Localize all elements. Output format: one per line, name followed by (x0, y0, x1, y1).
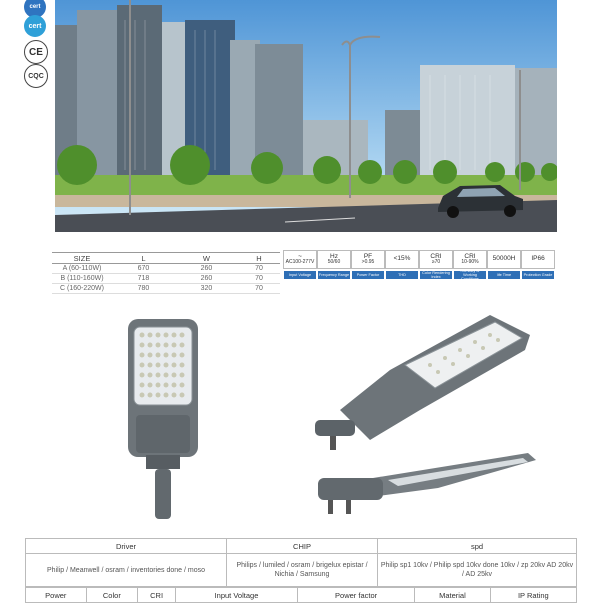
height-cell: 70 (238, 264, 280, 274)
spec-icons-row (284, 250, 554, 279)
power-header: Power (26, 588, 87, 603)
spd-header: spd (378, 539, 577, 554)
frequency-label: Frequency Range (318, 273, 350, 277)
width-cell: 260 (175, 264, 238, 274)
lifetime-card (488, 250, 520, 279)
chip-value: Philips / lumiled / osram / brigelux epistar / Nichia / Samsung (227, 554, 378, 587)
ip-grade-icon: IP66 (521, 250, 555, 269)
luminaire-angled-view (310, 310, 535, 460)
cri-header: CRI (138, 588, 176, 603)
size-cell: A (60-110W) (52, 264, 112, 274)
width-cell: 260 (175, 274, 238, 284)
cqc-mark-icon: CQC (24, 64, 48, 88)
power-factor-icon: PF >0.95 (351, 250, 385, 269)
ip-rating-header: IP Rating (490, 588, 576, 603)
material-header: Material (415, 588, 490, 603)
thd-label: THD (386, 271, 418, 279)
ce-mark-icon: CE (24, 40, 48, 64)
input-voltage-icon: ~ AC100-277V (283, 250, 317, 269)
size-cell: B (110-160W) (52, 274, 112, 284)
size-table-header (52, 253, 280, 264)
power-factor-card (352, 250, 384, 279)
ip-grade-card (522, 250, 554, 279)
frequency-icon: Hz 50/60 (317, 250, 351, 269)
height-cell: 70 (238, 274, 280, 284)
cri-label: Color Rendering Index (420, 271, 452, 279)
length-header: L (112, 253, 175, 264)
length-cell: 780 (112, 284, 175, 294)
parameters-header-row (25, 587, 577, 603)
luminaire-side-view (318, 448, 538, 520)
size-table (52, 252, 280, 294)
cert-gear-badge-icon: cert (24, 15, 46, 37)
lifetime-label: life Time (488, 271, 520, 279)
cri-icon: CRI ≥70 (419, 250, 453, 269)
height-cell: 70 (238, 284, 280, 294)
table-row (52, 274, 280, 284)
thd-icon: <15% (385, 250, 419, 269)
power-factor-label: Power Factor (352, 271, 384, 279)
ip-grade-label: Protection Grade (523, 273, 553, 277)
cert-badge-icon: cert (24, 0, 46, 18)
driver-header: Driver (26, 539, 227, 554)
components-table (25, 538, 577, 587)
height-header: H (238, 253, 280, 264)
width-header: W (175, 253, 238, 264)
chip-header: CHIP (227, 539, 378, 554)
input-voltage-label: Input Voltage (284, 271, 316, 279)
length-cell: 670 (112, 264, 175, 274)
lifetime-icon: 50000H (487, 250, 521, 269)
street-scene-image (55, 0, 557, 232)
width-cell: 320 (175, 284, 238, 294)
humidity-label: Humidity of Working Conditions (454, 271, 486, 279)
input-voltage-header: Input Voltage (176, 588, 298, 603)
spd-value: Philip sp1 10kv / Philip spd 10kv done 10kv / zp 20kv AD 20kv / AD 25kv (378, 554, 577, 587)
size-cell: C (160-220W) (52, 284, 112, 294)
cri-card (420, 250, 452, 279)
components-value-row (26, 554, 577, 587)
thd-card (386, 250, 418, 279)
power-factor-header: Power factor (297, 588, 414, 603)
table-row (52, 264, 280, 274)
table-row (52, 284, 280, 294)
length-cell: 718 (112, 274, 175, 284)
components-header-row (26, 539, 577, 554)
luminaire-front-view (122, 315, 207, 525)
size-header: SIZE (52, 253, 112, 264)
color-header: Color (86, 588, 138, 603)
driver-value: Philip / Meanwell / osram / inventories done / moso (26, 554, 227, 587)
humidity-icon: CRI 10-90% (453, 250, 487, 269)
frequency-card (318, 250, 350, 279)
humidity-card (454, 250, 486, 279)
input-voltage-card (284, 250, 316, 279)
